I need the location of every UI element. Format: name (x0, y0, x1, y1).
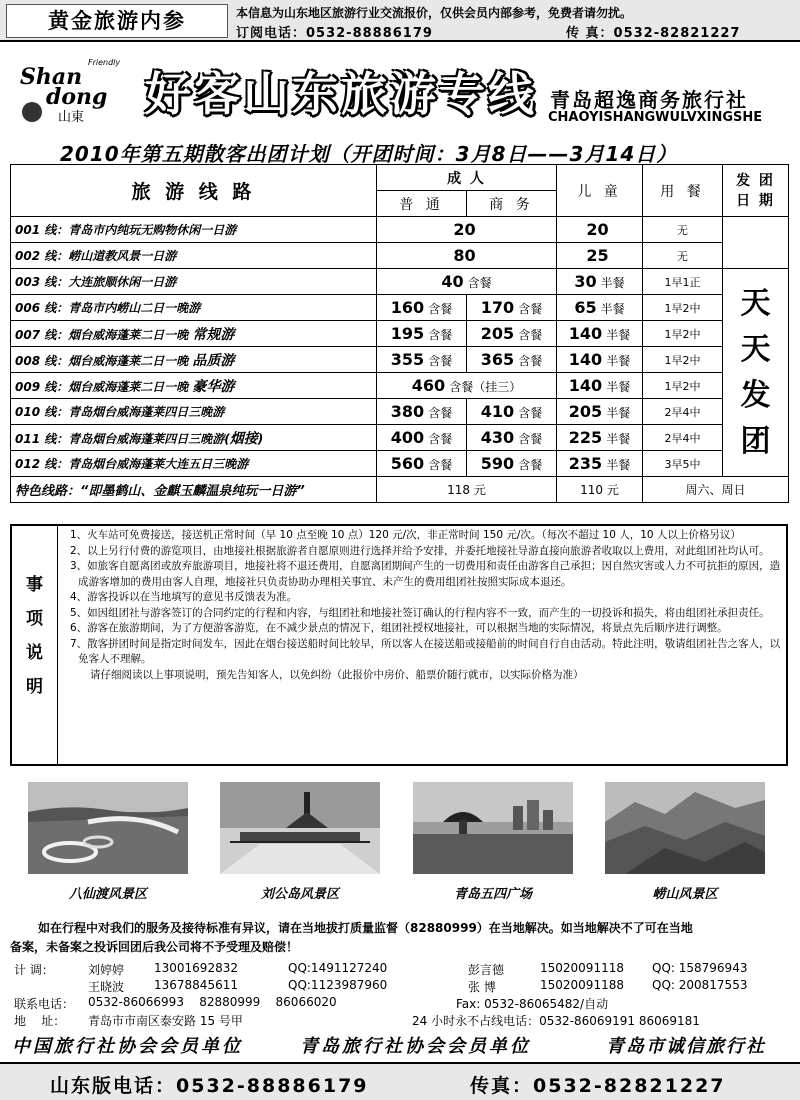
normal-price-unit: 含餐 (428, 432, 453, 446)
logo-friendly: Friendly (88, 58, 121, 67)
shandong-logo (18, 58, 120, 128)
child-price-value: 205 (568, 402, 603, 421)
photo-baxiandu (28, 782, 188, 874)
normal-price (377, 425, 467, 451)
header-route: 旅 游 线 路 (11, 165, 377, 217)
special-child-price: 110 元 (557, 477, 643, 503)
child-price-unit: 半餐 (606, 458, 631, 472)
logo-text-shan: Shan (20, 64, 83, 90)
route-row (11, 217, 789, 243)
meal: 2早4中 (643, 425, 723, 451)
top-fax: 传 真：0532-82821227 (566, 26, 741, 41)
route-row (11, 295, 789, 321)
meal: 1早2中 (643, 347, 723, 373)
header-business: 商 务 (467, 191, 557, 217)
child-price (557, 399, 643, 425)
subscribe-phone: 订阅电话：0532-88886179 (236, 26, 433, 41)
header-normal: 普 通 (377, 191, 467, 217)
route-text: 003 线：大连旅顺休闲一日游 (15, 275, 177, 289)
depart-blank (723, 217, 789, 269)
child-price (557, 347, 643, 373)
note-item: 5、如因组团社与游客签订的合同约定的行程和内容，与组团社和地接社签订确认的行程内容不一致，而产生的一切投诉和损失，将由组团社承担责任。 (70, 606, 770, 619)
adult-price (377, 217, 557, 243)
business-price-value: 590 (480, 454, 515, 473)
member-honest: 青岛市诚信旅行社 (606, 1036, 766, 1057)
route-row (11, 243, 789, 269)
route-text: 011 线：青岛烟台威海蓬莱四日三晚游( (15, 431, 230, 446)
route-text: 010 线：青岛烟台威海蓬莱四日三晚游 (15, 405, 225, 419)
meal: 1早2中 (643, 321, 723, 347)
child-price (557, 295, 643, 321)
planner-phone: 15020091118 (540, 961, 624, 975)
business-price (467, 295, 557, 321)
photo-wusi-square (413, 782, 573, 874)
route-name (11, 269, 377, 295)
photo-liugongdao (220, 782, 380, 874)
adult-price-value: 460 (411, 376, 446, 395)
child-price-value: 20 (586, 220, 609, 239)
adult-price-unit: 含餐 (467, 276, 492, 290)
notes-title-char: 项 (26, 609, 43, 629)
normal-price (377, 451, 467, 477)
route-row (11, 399, 789, 425)
header-meal: 用 餐 (643, 165, 723, 217)
special-adult-price: 118 元 (377, 477, 557, 503)
route-row (11, 269, 789, 295)
route-text: 006 线：青岛市内崂山二日一晚游 (15, 301, 201, 315)
child-price-value: 140 (568, 324, 603, 343)
child-price-value: 140 (568, 376, 603, 395)
business-price (467, 451, 557, 477)
normal-price-unit: 含餐 (428, 354, 453, 368)
bottom-phone: 山东版电话：0532-88886179 (50, 1075, 369, 1097)
notice-text: 本信息为山东地区旅游行业交流报价，仅供会员内部参考，免费者请勿扰。 (236, 6, 633, 20)
normal-price-unit: 含餐 (428, 302, 453, 316)
meal: 3早5中 (643, 451, 723, 477)
member-cata: 中国旅行社协会会员单位 (12, 1036, 243, 1057)
business-price-value: 430 (480, 428, 515, 447)
notes-body (62, 528, 784, 683)
member-qingdao-assoc: 青岛旅行社协会会员单位 (300, 1036, 531, 1057)
special-days: 周六、周日 (643, 477, 789, 503)
child-price (557, 243, 643, 269)
note-item: 7、散客拼团时间是指定时间发车，因此在烟台接送船时间比较早，所以客人在接送船或接船前的时间自行自由活动。特此注明，敬请组团社告之客人，以免客人不理解。 (70, 637, 781, 665)
logo-text-dong: dong (46, 84, 108, 110)
adult-price (377, 243, 557, 269)
business-price-value: 170 (480, 298, 515, 317)
business-price (467, 399, 557, 425)
route-name (11, 217, 377, 243)
logo-mark-icon (22, 102, 42, 122)
table-header-row (11, 165, 789, 191)
header-adult: 成 人 (377, 165, 557, 191)
note-item: 3、如旅客自愿离团或放弃旅游项目，地接社将不退还费用，自愿离团期间产生的一切费用和责任由游客自己承担；因自然灾害或人力不可抗拒的原因，造成游客增加的费用由客人自理，地接社只负责协助办理相关事宜、未产生的费用组团社按照实际成本退还。 (70, 560, 781, 588)
child-price (557, 451, 643, 477)
normal-price (377, 399, 467, 425)
route-tag: 豪华游 (192, 378, 235, 395)
route-text: 012 线：青岛烟台威海蓬莱大连五日三晚游 (15, 457, 249, 471)
planner-qq: QQ: 200817553 (652, 978, 748, 992)
adult-price-value: 40 (441, 272, 464, 291)
route-tag: 常规游 (192, 326, 235, 343)
daily-departure-text: 天天发团 (740, 285, 771, 459)
meal: 1早1正 (643, 269, 723, 295)
normal-price-unit: 含餐 (428, 328, 453, 342)
route-name (11, 321, 377, 347)
planner-name: 张 博 (468, 980, 496, 994)
meal: 2早4中 (643, 399, 723, 425)
route-text: 007 线：烟台威海蓬莱二日一晚 (15, 327, 193, 342)
child-price-unit: 半餐 (606, 380, 631, 394)
logo-text-cn: 山東 (58, 110, 85, 125)
normal-price-value: 560 (390, 454, 425, 473)
route-row (11, 373, 789, 399)
photo-caption: 八仙渡风景区 (68, 887, 147, 902)
planner-name: 刘婷婷 (88, 963, 125, 977)
child-price-unit: 半餐 (606, 432, 631, 446)
child-price (557, 373, 643, 399)
complaint-line1: 如在行程中对我们的服务及接待标准有异议，请在当地拔打质量监督（82880999）在当地解决。如当地解决不了可在当地 (38, 921, 693, 935)
notes-section (10, 524, 788, 766)
bottom-fax: 传真：0532-82821227 (470, 1075, 726, 1097)
planner-label: 计 调： (14, 963, 54, 977)
business-price-value: 410 (480, 402, 515, 421)
header-depart: 发 团 日 期 (723, 165, 789, 217)
child-price-unit: 半餐 (606, 328, 631, 342)
photo-caption: 崂山风景区 (652, 887, 718, 902)
daily-departure (723, 269, 789, 477)
meal: 1早2中 (643, 373, 723, 399)
business-price-unit: 含餐 (518, 302, 543, 316)
planner-phone: 15020091188 (540, 978, 624, 992)
route-name (11, 399, 377, 425)
planner-phone: 13001692832 (154, 961, 238, 975)
route-row (11, 425, 789, 451)
child-price (557, 321, 643, 347)
meal: 无 (643, 243, 723, 269)
route-name (11, 451, 377, 477)
notes-title-char: 说 (26, 643, 43, 663)
route-tag: 烟接 (229, 430, 258, 447)
notes-title-char: 明 (26, 677, 43, 697)
business-price-unit: 含餐 (518, 354, 543, 368)
normal-price (377, 321, 467, 347)
planner-qq: QQ:1491127240 (288, 961, 388, 975)
normal-price-unit: 含餐 (428, 406, 453, 420)
fax-line: Fax: 0532-86065482/自动 (456, 997, 609, 1011)
note-item: 2、以上另行付费的游览项目，由地接社根据旅游者自愿原则进行选择并给予安排，并委托地接社导游直接向旅游者收取以上费用，对此组团社均认可。 (70, 544, 770, 557)
special-row (11, 477, 789, 503)
brand-label: 黄金旅游内参 (6, 4, 228, 38)
photo-caption: 青岛五四广场 (453, 887, 532, 902)
notes-title (12, 526, 58, 764)
route-name (11, 243, 377, 269)
business-price (467, 425, 557, 451)
child-price-value: 225 (568, 428, 603, 447)
tel-label: 联系电话： (14, 997, 75, 1011)
child-price-unit: 半餐 (600, 276, 625, 290)
price-table (10, 164, 789, 503)
plan-title: 2010年第五期散客出团计划（开团时间：3月8日——3月14日） (60, 142, 678, 166)
note-item: 1、火车站可免费接送，接送机正常时间（早 10 点至晚 10 点）120 元/次，非正常时间 150 元/次。（每次不超过 10 人，10 人以上价格另议） (70, 529, 741, 541)
address-label: 地 址： (14, 1014, 66, 1028)
route-name (11, 425, 377, 451)
complaint-line2: 备案，未备案之投诉回团后我公司将不予受理及赔偿！ (10, 940, 299, 954)
planner-phone: 13678845611 (154, 978, 238, 992)
child-price-value: 30 (574, 272, 597, 291)
special-route: 特色线路：“即墨鹤山、金麒玉麟温泉纯玩一日游” (11, 477, 377, 503)
tel-numbers: 0532-86066993 82880999 86066020 (88, 995, 337, 1009)
child-price (557, 217, 643, 243)
agency-name-en: CHAOYISHANGWULVXINGSHE (548, 110, 763, 125)
route-text: 001 线：青岛市内纯玩无购物休闲一日游 (15, 223, 237, 237)
notes-title-char: 事 (26, 575, 43, 595)
planner-qq: QQ:1123987960 (288, 978, 388, 992)
agency-name: 青岛超逸商务旅行社 (550, 88, 748, 112)
child-price-value: 140 (568, 350, 603, 369)
planner-qq: QQ: 158796943 (652, 961, 748, 975)
route-row (11, 347, 789, 373)
main-title: 好客山东旅游专线 (145, 67, 537, 121)
planner-name: 王晓波 (88, 980, 125, 994)
adult-price-unit: 含餐（挂三） (449, 380, 522, 394)
adult-price (377, 373, 557, 399)
route-text: 002 线：崂山道教风景一日游 (15, 249, 177, 263)
route-row (11, 451, 789, 477)
photo-caption: 刘公岛风景区 (260, 887, 339, 902)
route-name (11, 373, 377, 399)
meal: 无 (643, 217, 723, 243)
normal-price (377, 295, 467, 321)
normal-price-value: 160 (390, 298, 425, 317)
child-price-value: 25 (586, 246, 609, 265)
note-item: 4、游客投诉以在当地填写的意见书反馈表为准。 (70, 591, 298, 603)
adult-price-value: 80 (453, 246, 476, 265)
planner-name: 彭言德 (468, 963, 505, 977)
route-text: 008 线：烟台威海蓬莱二日一晚 (15, 353, 193, 368)
child-price-value: 65 (574, 298, 597, 317)
route-name (11, 347, 377, 373)
child-price-value: 235 (568, 454, 603, 473)
route-text-end: ) (257, 431, 264, 446)
child-price (557, 269, 643, 295)
route-tag: 品质游 (192, 352, 235, 369)
child-price (557, 425, 643, 451)
address: 青岛市市南区泰安路 15 号甲 (88, 1014, 243, 1028)
normal-price-unit: 含餐 (428, 458, 453, 472)
photo-laoshan (605, 782, 765, 874)
normal-price-value: 355 (390, 350, 425, 369)
note-item: 6、游客在旅游期间，为了方便游客游览，在不减少景点的情况下，组团社授权地接社，可以根据当地的实际情况，将景点先后顺序进行调整。 (70, 622, 728, 634)
normal-price-value: 400 (390, 428, 425, 447)
business-price-value: 205 (480, 324, 515, 343)
route-name (11, 295, 377, 321)
child-price-unit: 半餐 (606, 354, 631, 368)
child-price-unit: 半餐 (600, 302, 625, 316)
child-price-unit: 半餐 (606, 406, 631, 420)
adult-price-value: 20 (453, 220, 476, 239)
business-price-unit: 含餐 (518, 458, 543, 472)
business-price (467, 321, 557, 347)
route-text: 009 线：烟台威海蓬莱二日一晚 (15, 379, 193, 394)
header-child: 儿 童 (557, 165, 643, 217)
note-footer: 请仔细阅读以上事项说明，预先告知客人，以免纠纷（此报价中房价、船票价随行就市，以实际价格为准） (90, 668, 584, 681)
route-row (11, 321, 789, 347)
business-price-unit: 含餐 (518, 432, 543, 446)
normal-price (377, 347, 467, 373)
normal-price-value: 195 (390, 324, 425, 343)
meal: 1早2中 (643, 295, 723, 321)
normal-price-value: 380 (390, 402, 425, 421)
business-price-unit: 含餐 (518, 406, 543, 420)
adult-price (377, 269, 557, 295)
business-price-value: 365 (480, 350, 515, 369)
hotline: 24 小时永不占线电话：0532-86069191 86069181 (412, 1014, 700, 1028)
business-price-unit: 含餐 (518, 328, 543, 342)
business-price (467, 347, 557, 373)
